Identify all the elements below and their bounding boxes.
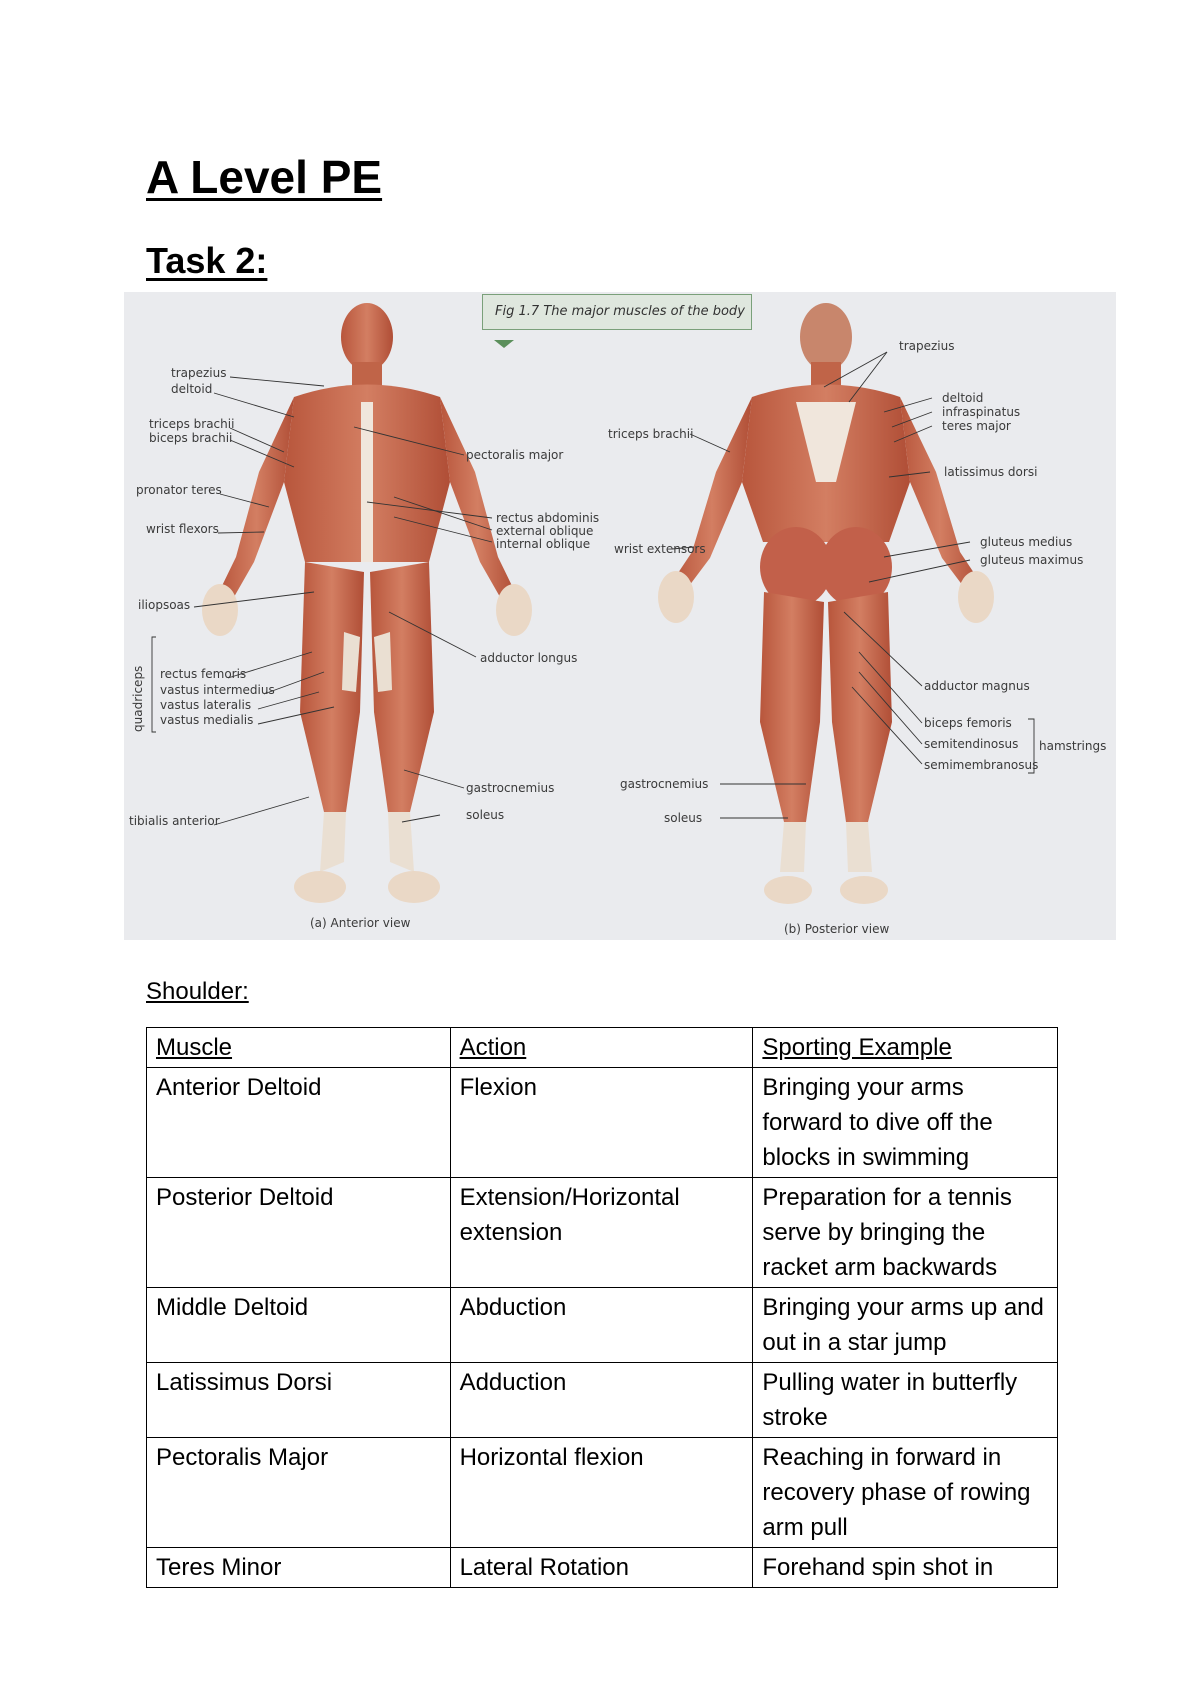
label-gastrocnemius-posterior: gastrocnemius — [620, 777, 709, 791]
column-header-action: Action — [450, 1028, 753, 1068]
label-trapezius-posterior: trapezius — [899, 339, 955, 353]
cell-action: Abduction — [450, 1288, 753, 1363]
cell-example: Pulling water in butterfly stroke — [753, 1363, 1058, 1438]
label-triceps-brachii-anterior: triceps brachii — [149, 417, 235, 431]
cell-muscle: Middle Deltoid — [147, 1288, 451, 1363]
label-trapezius-anterior: trapezius — [171, 366, 227, 380]
cell-muscle: Latissimus Dorsi — [147, 1363, 451, 1438]
column-header-muscle: Muscle — [147, 1028, 451, 1068]
label-rectus-abdominis: rectus abdominis — [496, 511, 600, 525]
label-tibialis-anterior: tibialis anterior — [129, 814, 220, 828]
label-gluteus-medius: gluteus medius — [980, 535, 1073, 549]
label-gastrocnemius-anterior: gastrocnemius — [466, 781, 555, 795]
label-wrist-extensors: wrist extensors — [614, 542, 706, 556]
cell-muscle: Pectoralis Major — [147, 1438, 451, 1548]
label-deltoid-anterior: deltoid — [171, 382, 213, 396]
table-row — [147, 1288, 1058, 1363]
label-hamstrings: hamstrings — [1039, 739, 1107, 753]
label-deltoid-posterior: deltoid — [942, 391, 984, 405]
anterior-view-caption: (a) Anterior view — [310, 916, 411, 930]
muscle-diagram — [124, 292, 1116, 940]
label-semimembranosus: semimembranosus — [924, 758, 1039, 772]
label-triceps-brachii-posterior: triceps brachii — [608, 427, 694, 441]
label-gluteus-maximus: gluteus maximus — [980, 553, 1084, 567]
posterior-view-caption: (b) Posterior view — [784, 922, 890, 936]
table-row — [147, 1438, 1058, 1548]
shoulder-heading: Shoulder: — [146, 978, 249, 1005]
cell-action: Flexion — [450, 1068, 753, 1178]
label-soleus-posterior: soleus — [664, 811, 703, 825]
label-pronator-teres: pronator teres — [136, 483, 222, 497]
label-latissimus-dorsi: latissimus dorsi — [944, 465, 1038, 479]
cell-muscle: Teres Minor — [147, 1548, 451, 1588]
label-internal-oblique: internal oblique — [496, 537, 591, 551]
label-infraspinatus: infraspinatus — [942, 405, 1021, 419]
label-adductor-longus: adductor longus — [480, 651, 578, 665]
cell-example: Forehand spin shot in — [753, 1548, 1058, 1588]
muscle-diagram-figure — [124, 292, 1116, 940]
label-vastus-medialis: vastus medialis — [160, 713, 254, 727]
label-rectus-femoris: rectus femoris — [160, 667, 247, 681]
table-row — [147, 1363, 1058, 1438]
shoulder-table — [146, 1027, 1058, 1588]
label-teres-major: teres major — [942, 419, 1011, 433]
table-header-row — [147, 1028, 1058, 1068]
cell-action: Extension/Horizontal extension — [450, 1178, 753, 1288]
label-soleus-anterior: soleus — [466, 808, 505, 822]
cell-muscle: Posterior Deltoid — [147, 1178, 451, 1288]
label-biceps-femoris: biceps femoris — [924, 716, 1012, 730]
document-title: A Level PE — [146, 151, 383, 203]
cell-example: Bringing your arms forward to dive off the blocks in swimming — [753, 1068, 1058, 1178]
label-external-oblique: external oblique — [496, 524, 594, 538]
label-vastus-lateralis: vastus lateralis — [160, 698, 252, 712]
table-row — [147, 1178, 1058, 1288]
cell-example: Reaching in forward in recovery phase of rowing arm pull — [753, 1438, 1058, 1548]
cell-action: Horizontal flexion — [450, 1438, 753, 1548]
table-row — [147, 1548, 1058, 1588]
cell-example: Bringing your arms up and out in a star jump — [753, 1288, 1058, 1363]
task-heading: Task 2: — [146, 240, 268, 281]
column-header-sporting-example: Sporting Example — [753, 1028, 1058, 1068]
cell-action: Lateral Rotation — [450, 1548, 753, 1588]
cell-action: Adduction — [450, 1363, 753, 1438]
figure-caption: Fig 1.7 The major muscles of the body — [482, 294, 752, 330]
label-wrist-flexors: wrist flexors — [146, 522, 219, 536]
table-row — [147, 1068, 1058, 1178]
cell-example: Preparation for a tennis serve by bringing the racket arm backwards — [753, 1178, 1058, 1288]
label-adductor-magnus: adductor magnus — [924, 679, 1030, 693]
label-vastus-intermedius: vastus intermedius — [160, 683, 275, 697]
label-iliopsoas: iliopsoas — [138, 598, 191, 612]
label-quadriceps: quadriceps — [131, 665, 145, 732]
label-biceps-brachii: biceps brachii — [149, 431, 233, 445]
label-pectoralis-major: pectoralis major — [466, 448, 564, 462]
label-semitendinosus: semitendinosus — [924, 737, 1019, 751]
cell-muscle: Anterior Deltoid — [147, 1068, 451, 1178]
